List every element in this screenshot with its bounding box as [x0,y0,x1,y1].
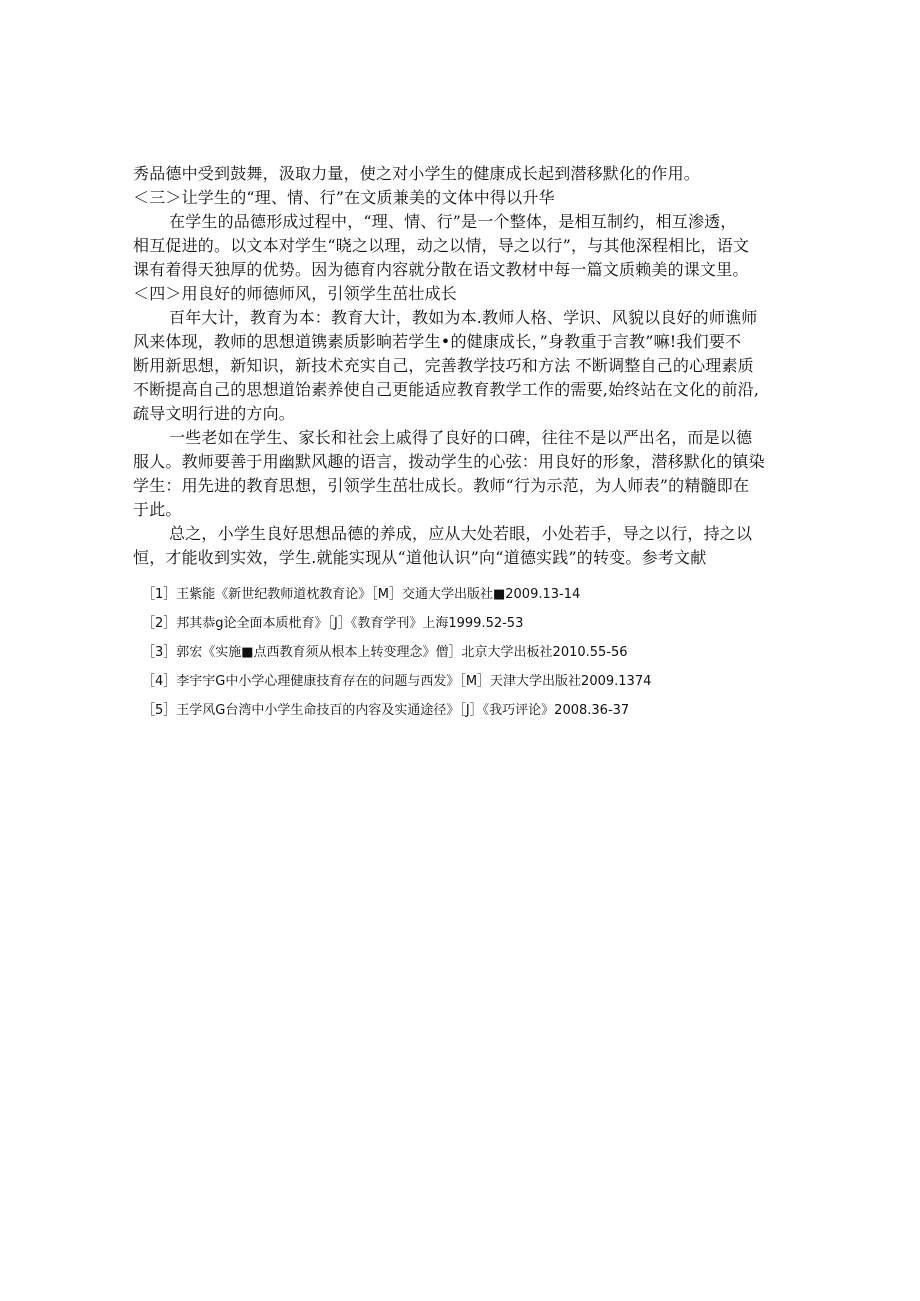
text-line-1: 秀品德中受到鼓舞，汲取力量，使之对小学生的健康成长起到潜移默化的作用。 [133,164,701,183]
reference-item-2: ［2］邦其恭g论全面本质枇育》［J］《教育学刊》上海1999.52-53 [142,616,524,631]
reference-item-4: ［4］李宇宇G中小学心理健康技育存在的问题与西发》［M］天津大学出版社2009.1374 [142,674,652,689]
reference-item-5: ［5］王学风G台湾中小学生命技百的内容及实通途径》［J］《我巧评论》2008.36-37 [142,703,630,718]
text-line-12: 一些老如在学生、家长和社会上戚得了良好的口碑，往往不是以严出名，而是以德 [169,428,753,447]
section-heading-3: ＜三＞让学生的“理、情、行”在文质兼美的文体中得以升华 [133,188,555,207]
text-line-5: 课有着得天独厚的优势。因为德育内容就分散在语文教材中每一篇文质赖美的课文里。 [133,260,749,279]
reference-list [142,580,802,725]
text-line-3: 在学生的品德形成过程中，“理、情、行”是一个整体，是相互制约，相互渗透， [169,212,737,231]
text-line-13: 服人。教师要善于用幽默风趣的语言，拨动学生的心弦：用良好的形象，潜移默化的镇染 [133,452,765,471]
text-line-10: 不断提高自己的思想道饴素养使自己更能适应教育教学工作的需要,始终站在文化的前沿, [133,380,760,399]
text-line-17: 恒，才能收到实效，学生.就能实现从“道他认识”向“道德实践”的转变。参考文献 [133,548,707,567]
body-text [133,162,798,570]
text-line-11: 疏导文明行进的方向。 [133,404,296,423]
section-heading-4: ＜四＞用良好的师德师风，引领学生茁壮成长 [133,284,458,303]
reference-item-3: ［3］郭宏《实施■点西教育须从根本上转变理念》僧］北京大学出板社2010.55-56 [142,645,628,660]
text-line-15: 于此。 [133,500,182,519]
text-line-8: 风来体现，教师的思想道镌素质影晌若学生•的健康成长，”身教重于言教”嘛!我们要不 [133,332,742,351]
text-line-7: 百年大计，教育为本：教育大计，教如为本.教师人格、学识、风貌以良好的师谯师 [169,308,758,327]
text-line-16: 总之，小学生良好思想品德的养成，应从大处若眼，小处若手，导之以行，持之以 [169,524,753,543]
text-line-9: 断用新思想，新知识，新技术充实自己，完善教学技巧和方法 不断调整自己的心理素质 [133,356,754,375]
reference-item-1: ［1］王紫能《新世纪教师道枕教育论》［M］交通大学出版社■2009.13-14 [142,587,581,602]
text-line-14: 学生：用先进的教育思想，引领学生茁壮成长。教师“行为示范，为人师表”的精髓即在 [133,476,750,495]
text-line-4: 相互促进的。以文本对学生“晓之以理，动之以情，导之以行”，与其他深程相比，语文 [133,236,750,255]
